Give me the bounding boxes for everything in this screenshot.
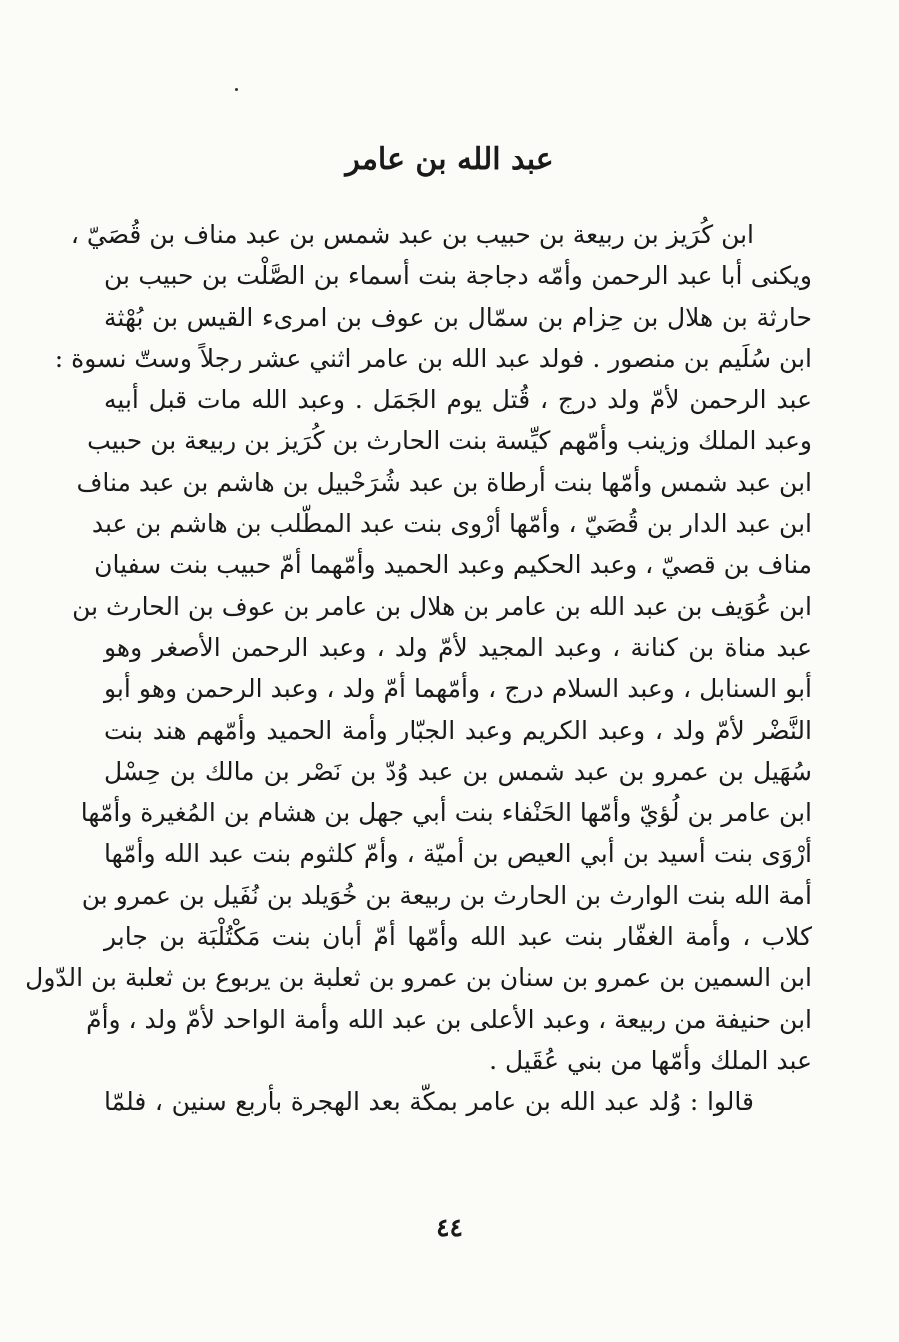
text-line: ابن عامر بن لُؤيّ وأمّها الحَنْفاء بنت أبي جهل بن هشام بن المُغيرة وأمّها xyxy=(80,798,812,828)
text-line: كلاب ، وأمة الغفّار بنت عبد الله وأمّها أمّ أبان بنت مَكْتُلْبَة بن جابر xyxy=(104,922,813,952)
text-line: أمة الله بنت الوارث بن الحارث بن ربيعة بن خُوَيلد بن نُفَيل بن عمرو بن xyxy=(81,880,812,910)
text-line: حارثة بن هلال بن حِزام بن سمّال بن عوف بن امرىء القيس بن بُهْثة xyxy=(104,302,812,332)
page-number: ٤٤ xyxy=(436,1213,463,1242)
body-text xyxy=(25,214,813,1123)
text-line: سُهَيل بن عمرو بن عبد شمس بن عبد وُدّ بن نَصْر بن مالك بن حِسْل xyxy=(104,756,812,786)
text-line: ابن عُوَيف بن عبد الله بن عامر بن هلال بن عامر بن عوف بن الحارث بن xyxy=(72,591,812,621)
text-line: ابن سُلَيم بن منصور . فولد عبد الله بن عامر اثني عشر رجلاً وستّ نسوة : xyxy=(54,343,812,373)
text-line: عبد الملك وأمّها من بني عُقَيل . xyxy=(489,1045,812,1075)
text-line: وعبد الملك وزينب وأمّهم كيِّسة بنت الحارث بن كُرَيز بن ربيعة بن حبيب xyxy=(87,426,812,456)
paragraph-1 xyxy=(25,214,813,1081)
text-line: عبد الرحمن لأمّ ولد درج ، قُتل يوم الجَمَل . وعبد الله مات قبل أبيه xyxy=(104,385,812,415)
text-line: عبد مناة بن كنانة ، وعبد المجيد لأمّ ولد ، وعبد الرحمن الأصغر وهو xyxy=(104,632,812,662)
text-line: ابن السمين بن عمرو بن سنان بن عمرو بن ثعلبة بن يربوع بن ثعلبة بن الدّول xyxy=(25,963,812,993)
print-speck xyxy=(235,88,238,91)
text-line: قالوا : وُلد عبد الله بن عامر بمكّة بعد الهجرة بأربع سنين ، فلمّا xyxy=(104,1087,754,1117)
text-line: ابن عبد الدار بن قُصَيّ ، وأمّها أرْوى بنت عبد المطّلب بن هاشم بن عبد xyxy=(91,509,812,539)
text-line: ابن حنيفة من ربيعة ، وعبد الأعلى بن عبد الله وأمة الواحد لأمّ ولد ، وأمّ xyxy=(86,1004,812,1034)
text-line: ابن عبد شمس وأمّها بنت أرطاة بن عبد شُرَحْبيل بن هاشم بن عبد مناف xyxy=(76,467,812,497)
text-line: مناف بن قصيّ ، وعبد الحكيم وعبد الحميد وأمّهما أمّ حبيب بنت سفيان xyxy=(94,550,812,580)
text-line: النَّضْر لأمّ ولد ، وعبد الكريم وعبد الجبّار وأمة الحميد وأمّهم هند بنت xyxy=(104,715,812,745)
text-line: أبو السنابل ، وعبد السلام درج ، وأمّهما أمّ ولد ، وعبد الرحمن وهو أبو xyxy=(104,674,812,704)
text-line: ويكنى أبا عبد الرحمن وأمّه دجاجة بنت أسماء بن الصَّلْت بن حبيب بن xyxy=(104,261,812,291)
page-title: عبد الله بن عامر xyxy=(345,142,554,177)
text-line: أرْوَى بنت أسيد بن أبي العيص بن أميّة ، وأمّ كلثوم بنت عبد الله وأمّها xyxy=(104,839,812,869)
paragraph-2 xyxy=(104,1081,812,1122)
text-line: ابن كُرَيز بن ربيعة بن حبيب بن عبد شمس بن عبد مناف بن قُصَيّ ، xyxy=(70,220,754,249)
